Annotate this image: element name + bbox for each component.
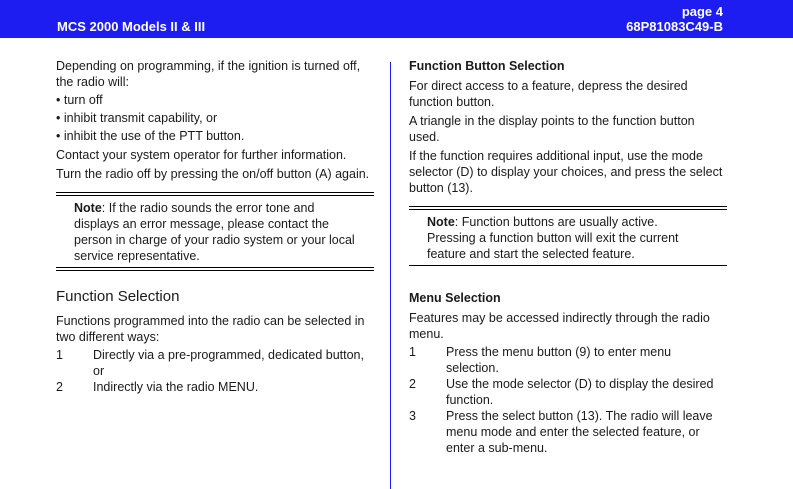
right-column	[409, 58, 727, 456]
function-button-p1: For direct access to a feature, depress the desired function button.	[409, 79, 688, 109]
list-item	[56, 379, 374, 395]
function-selection-heading: Function Selection	[56, 288, 180, 305]
list-item	[409, 344, 727, 376]
item-text: Indirectly via the radio MENU.	[93, 380, 259, 394]
list-item	[409, 408, 727, 456]
function-selection-list	[56, 347, 374, 395]
note-bottom-rule	[56, 267, 374, 271]
manual-title: MCS 2000 Models II & III	[57, 19, 206, 34]
page-header	[0, 0, 793, 38]
item-number: 2	[56, 380, 63, 394]
error-tone-note	[56, 196, 374, 267]
item-number: 3	[409, 409, 416, 423]
page-number: page 4	[681, 4, 723, 19]
function-button-p3: If the function requires additional input, use the mode selector (D) to display your choices, and press the select button (13).	[409, 149, 723, 195]
menu-selection-heading: Menu Selection	[409, 291, 501, 305]
menu-selection-text: Features may be accessed indirectly through the radio menu.	[409, 311, 710, 341]
bullet-item: • turn off	[56, 92, 374, 108]
document-number: 68P81083C49-B	[626, 19, 723, 34]
list-item	[56, 347, 374, 379]
note-text: : Function buttons are usually active. Pressing a function button will exit the current feature and start the selected feature.	[427, 215, 679, 261]
contact-text: Contact your system operator for further information.	[56, 148, 347, 162]
bullet-item: • inhibit the use of the PTT button.	[56, 128, 374, 144]
note-label: Note	[427, 215, 455, 229]
menu-selection-list	[409, 344, 727, 456]
left-column	[56, 58, 374, 395]
function-selection-text: Functions programmed into the radio can be selected in two different ways:	[56, 314, 365, 344]
turn-off-text: Turn the radio off by pressing the on/off button (A) again.	[56, 167, 370, 181]
ignition-intro: Depending on programming, if the ignition is turned off, the radio will:	[56, 59, 361, 89]
note-text: : If the radio sounds the error tone and displays an error message, please contact the person in charge of your radio system or your local service representative.	[74, 201, 355, 263]
bullet-item: • inhibit transmit capability, or	[56, 110, 374, 126]
function-button-p2: A triangle in the display points to the function button used.	[409, 114, 695, 144]
item-text: Use the mode selector (D) to display the desired function.	[446, 377, 714, 407]
column-divider	[390, 62, 391, 489]
item-number: 1	[409, 345, 416, 359]
item-number: 1	[56, 348, 63, 362]
note-bottom-rule	[409, 265, 727, 266]
item-text: Directly via a pre-programmed, dedicated button, or	[93, 348, 364, 378]
list-item	[409, 376, 727, 408]
item-text: Press the select button (13). The radio will leave menu mode and enter the selected feature, or enter a sub-menu.	[446, 409, 713, 455]
function-button-heading: Function Button Selection	[409, 59, 565, 73]
note-label: Note	[74, 201, 102, 215]
item-number: 2	[409, 377, 416, 391]
function-buttons-note	[409, 210, 727, 265]
item-text: Press the menu button (9) to enter menu selection.	[446, 345, 672, 375]
